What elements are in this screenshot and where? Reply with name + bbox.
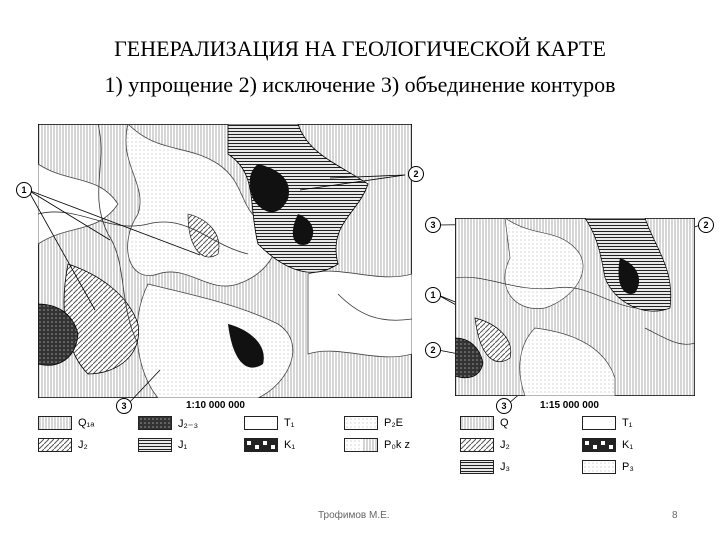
swatch-dark (138, 416, 172, 430)
slide-subtitle: 1) упрощение 2) исключение 3) объединение контуров (104, 72, 616, 97)
large-legend-j1 (138, 438, 187, 452)
large-legend-t1 (244, 416, 294, 430)
small-legend-t1 (582, 416, 632, 430)
callout-3-small: 3 (425, 217, 441, 233)
small-legend-j3 (460, 460, 510, 474)
small-legend-j2 (460, 438, 510, 452)
large-map-scale: 1:10 000 000 (186, 400, 245, 411)
legend-label: Q₁ₐ (78, 417, 95, 429)
swatch-horizontal (138, 438, 172, 452)
large-legend-j23 (138, 416, 198, 430)
large-legend-p2e (344, 416, 403, 430)
swatch-dots (582, 460, 616, 474)
small-legend-p3 (582, 460, 634, 474)
legend-label: P₂E (384, 417, 403, 429)
legend-label: T₁ (284, 417, 295, 429)
large-legend-q1a (38, 416, 94, 430)
swatch-mixed (344, 438, 378, 452)
legend-label: K₁ (622, 439, 634, 451)
large-legend-k1 (244, 438, 295, 452)
footer-author: Трофимов М.Е. (318, 510, 390, 521)
legend-label: P₃ (622, 461, 634, 473)
legend-label: J₁ (178, 439, 188, 451)
swatch-vertical-hatch (38, 416, 72, 430)
legend-label: T₁ (622, 417, 633, 429)
swatch-check (244, 438, 278, 452)
legend-label: J₂ (78, 439, 88, 451)
large-legend-p0kz (344, 438, 410, 452)
small-legend-q (460, 416, 509, 430)
swatch-vertical-hatch (460, 416, 494, 430)
footer-page-number: 8 (672, 510, 678, 521)
legend-label: Q (500, 417, 509, 429)
slide-title: ГЕНЕРАЛИЗАЦИЯ НА ГЕОЛОГИЧЕСКОЙ КАРТЕ (114, 36, 606, 61)
large-legend-j2 (38, 438, 88, 452)
swatch-light (582, 416, 616, 430)
callout-1-large: 1 (16, 182, 32, 198)
swatch-check (582, 438, 616, 452)
legend-label: J₂ (500, 439, 510, 451)
callout-2-small-left: 2 (425, 342, 441, 358)
swatch-horizontal (460, 460, 494, 474)
legend-label: J₃ (500, 461, 510, 473)
callout-3-small-bottom: 3 (496, 398, 512, 414)
swatch-diagonal (38, 438, 72, 452)
legend-label: J₂₋₃ (178, 417, 199, 430)
small-geologic-map (455, 218, 695, 396)
small-legend-k1 (582, 438, 633, 452)
callout-3-large: 3 (116, 398, 132, 414)
small-map-scale: 1:15 000 000 (540, 400, 599, 411)
swatch-diagonal (460, 438, 494, 452)
callout-1-small: 1 (425, 287, 441, 303)
swatch-light (244, 416, 278, 430)
callout-2-small-right: 2 (698, 217, 714, 233)
swatch-dots (344, 416, 378, 430)
legend-label: K₁ (284, 439, 296, 451)
callout-2-large: 2 (408, 166, 424, 182)
legend-label: P₀k z (384, 439, 410, 451)
